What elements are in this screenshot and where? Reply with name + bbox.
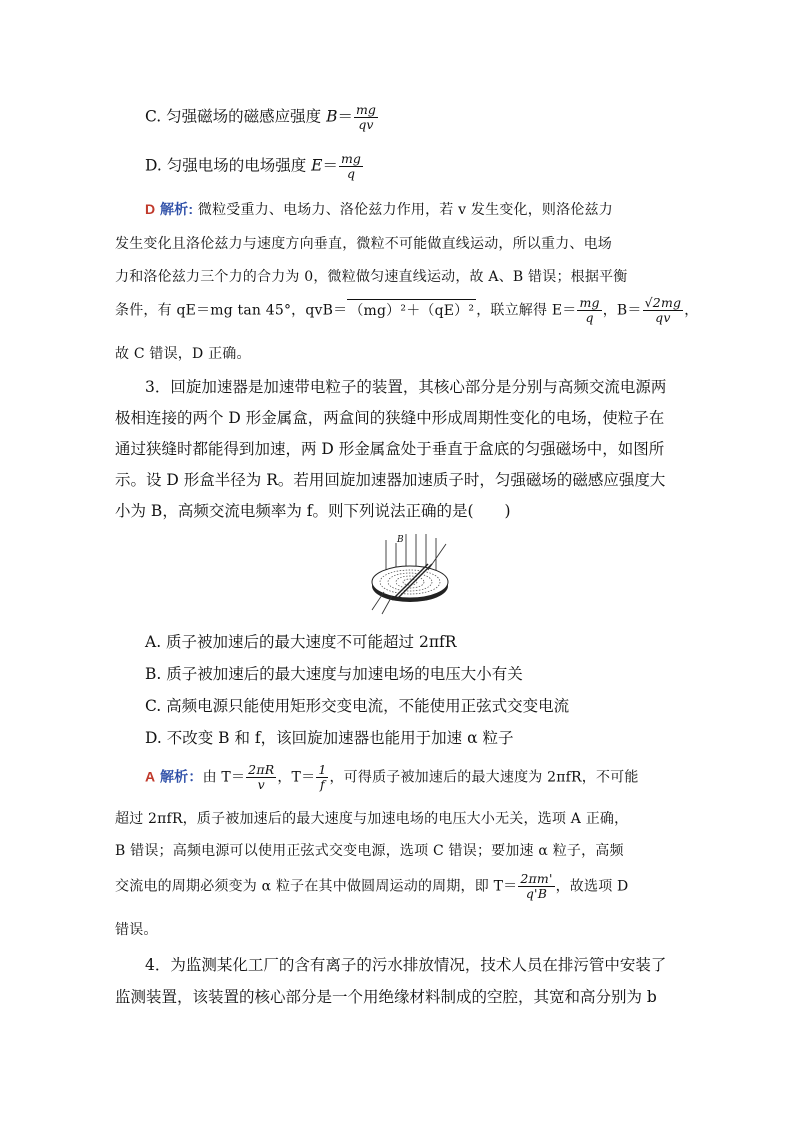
question-3-line-2: 极相连接的两个 D 形金属盒，两盒间的狭缝中形成周期性变化的电场，使粒子在 [115,409,665,427]
analysis-3-line-2: 超过 2πfR，质子被加速后的最大速度与加速电场的电压大小无关，选项 A 正确， [115,811,629,827]
analysis-3-line-4: 交流电的周期必须变为 α 粒子在其中做圆周运动的周期，即 T＝ $\frac{2\pi m'}{q'B}$ ，故选项 D [115,871,629,901]
question-3-line-1: 3．回旋加速器是加速带电粒子的装置，其核心部分是分别与高频交流电源两 [145,378,667,396]
analysis-2-line-4: 条件，有 qE＝mg tan 45°，qvB＝ （mg）²＋（qE）² ，联立解得 E＝ $\frac{mg}{q}$ ，B＝ $\frac{√2mg}{qv}$ ， [115,295,699,325]
cyclotron-figure [362,530,452,618]
analysis-label: 解析 [159,201,189,217]
question-4-line-1: 4．为监测某化工厂的含有离子的污水排放情况，技术人员在排污管中安装了 [145,956,667,974]
option-b: B. 质子被加速后的最大速度与加速电场的电压大小有关 [145,665,523,683]
analysis-2-line-3: 力和洛伦兹力三个力的合力为 0，微粒做匀速直线运动，故 A、B 错误；根据平衡 [115,269,628,285]
fraction-e: $\frac{mg}{q}$ [579,295,600,325]
analysis-3-line-3: B 错误；高频电源可以使用正弦式交变电源，选项 C 错误；要加速 α 粒子，高频 [115,843,624,859]
option-c-text: C. 匀强磁场的磁感应强度 [145,107,327,126]
answer-letter: D [145,201,156,217]
fraction-1-f: $\frac{1}{f}$ [318,762,327,792]
sqrt-expression: （mg）²＋（qE）² [347,299,476,320]
fraction-b: $\frac{√2mg}{qv}$ [644,295,682,325]
question-3-line-5: 小为 B，高频交流电频率为 f。则下列说法正确的是( ) [115,502,511,520]
fraction-period: $\frac{2\pi m'}{q'B}$ [520,871,553,901]
analysis-2-line-1: D 解析: 微粒受重力、电场力、洛伦兹力作用，若 v 发生变化，则洛伦兹力 [145,201,613,218]
analysis-3-line-1: A 解析：由 T＝ $\frac{2\pi R}{v}$ ，T＝ $\frac{1}{f}$ ，可得质子被加速后的最大速度为 2πfR，不可能 [145,762,639,792]
fraction-mg-q: $\frac{mg}{q}$ [341,151,361,181]
fraction-mg-qv: $\frac{mg}{qv}$ [356,102,376,132]
fraction-2piR-v: $\frac{2\pi R}{v}$ [248,762,275,792]
analysis-2-line-5: 故 C 错误，D 正确。 [115,346,251,362]
question-4-line-2: 监测装置，该装置的核心部分是一个用绝缘材料制成的空腔，其宽和高分别为 b [115,988,657,1006]
option-c: C. 高频电源只能使用矩形交变电流，不能使用正弦式交变电流 [145,697,570,715]
analysis-2-line-2: 发生变化且洛伦兹力与速度方向垂直，微粒不可能做直线运动，所以重力、电场 [115,236,612,252]
question-3-line-3: 通过狭缝时都能得到加速，两 D 形金属盒处于垂直于盒底的匀强磁场中，如图所 [115,440,665,458]
option-d-text: D. 匀强电场的电场强度 [145,156,312,175]
option-d: D. 不改变 B 和 f，该回旋加速器也能用于加速 α 粒子 [145,729,514,747]
option-d-prev: D. 匀强电场的电场强度 E＝ $\frac{mg}{q}$ [145,151,361,181]
analysis-3-line-5: 错误。 [115,922,158,938]
option-a: A. 质子被加速后的最大速度不可能超过 2πfR [145,633,457,651]
magnetic-field-label: B [397,535,404,545]
question-3-line-4: 示。设 D 形盒半径为 R。若用回旋加速器加速质子时，匀强磁场的磁感应强度大 [115,471,666,489]
option-c-prev: C. 匀强磁场的磁感应强度 B＝ $\frac{mg}{qv}$ [145,102,376,132]
analysis-label-3: 解析 [159,768,189,785]
answer-letter-3: A [145,768,156,785]
